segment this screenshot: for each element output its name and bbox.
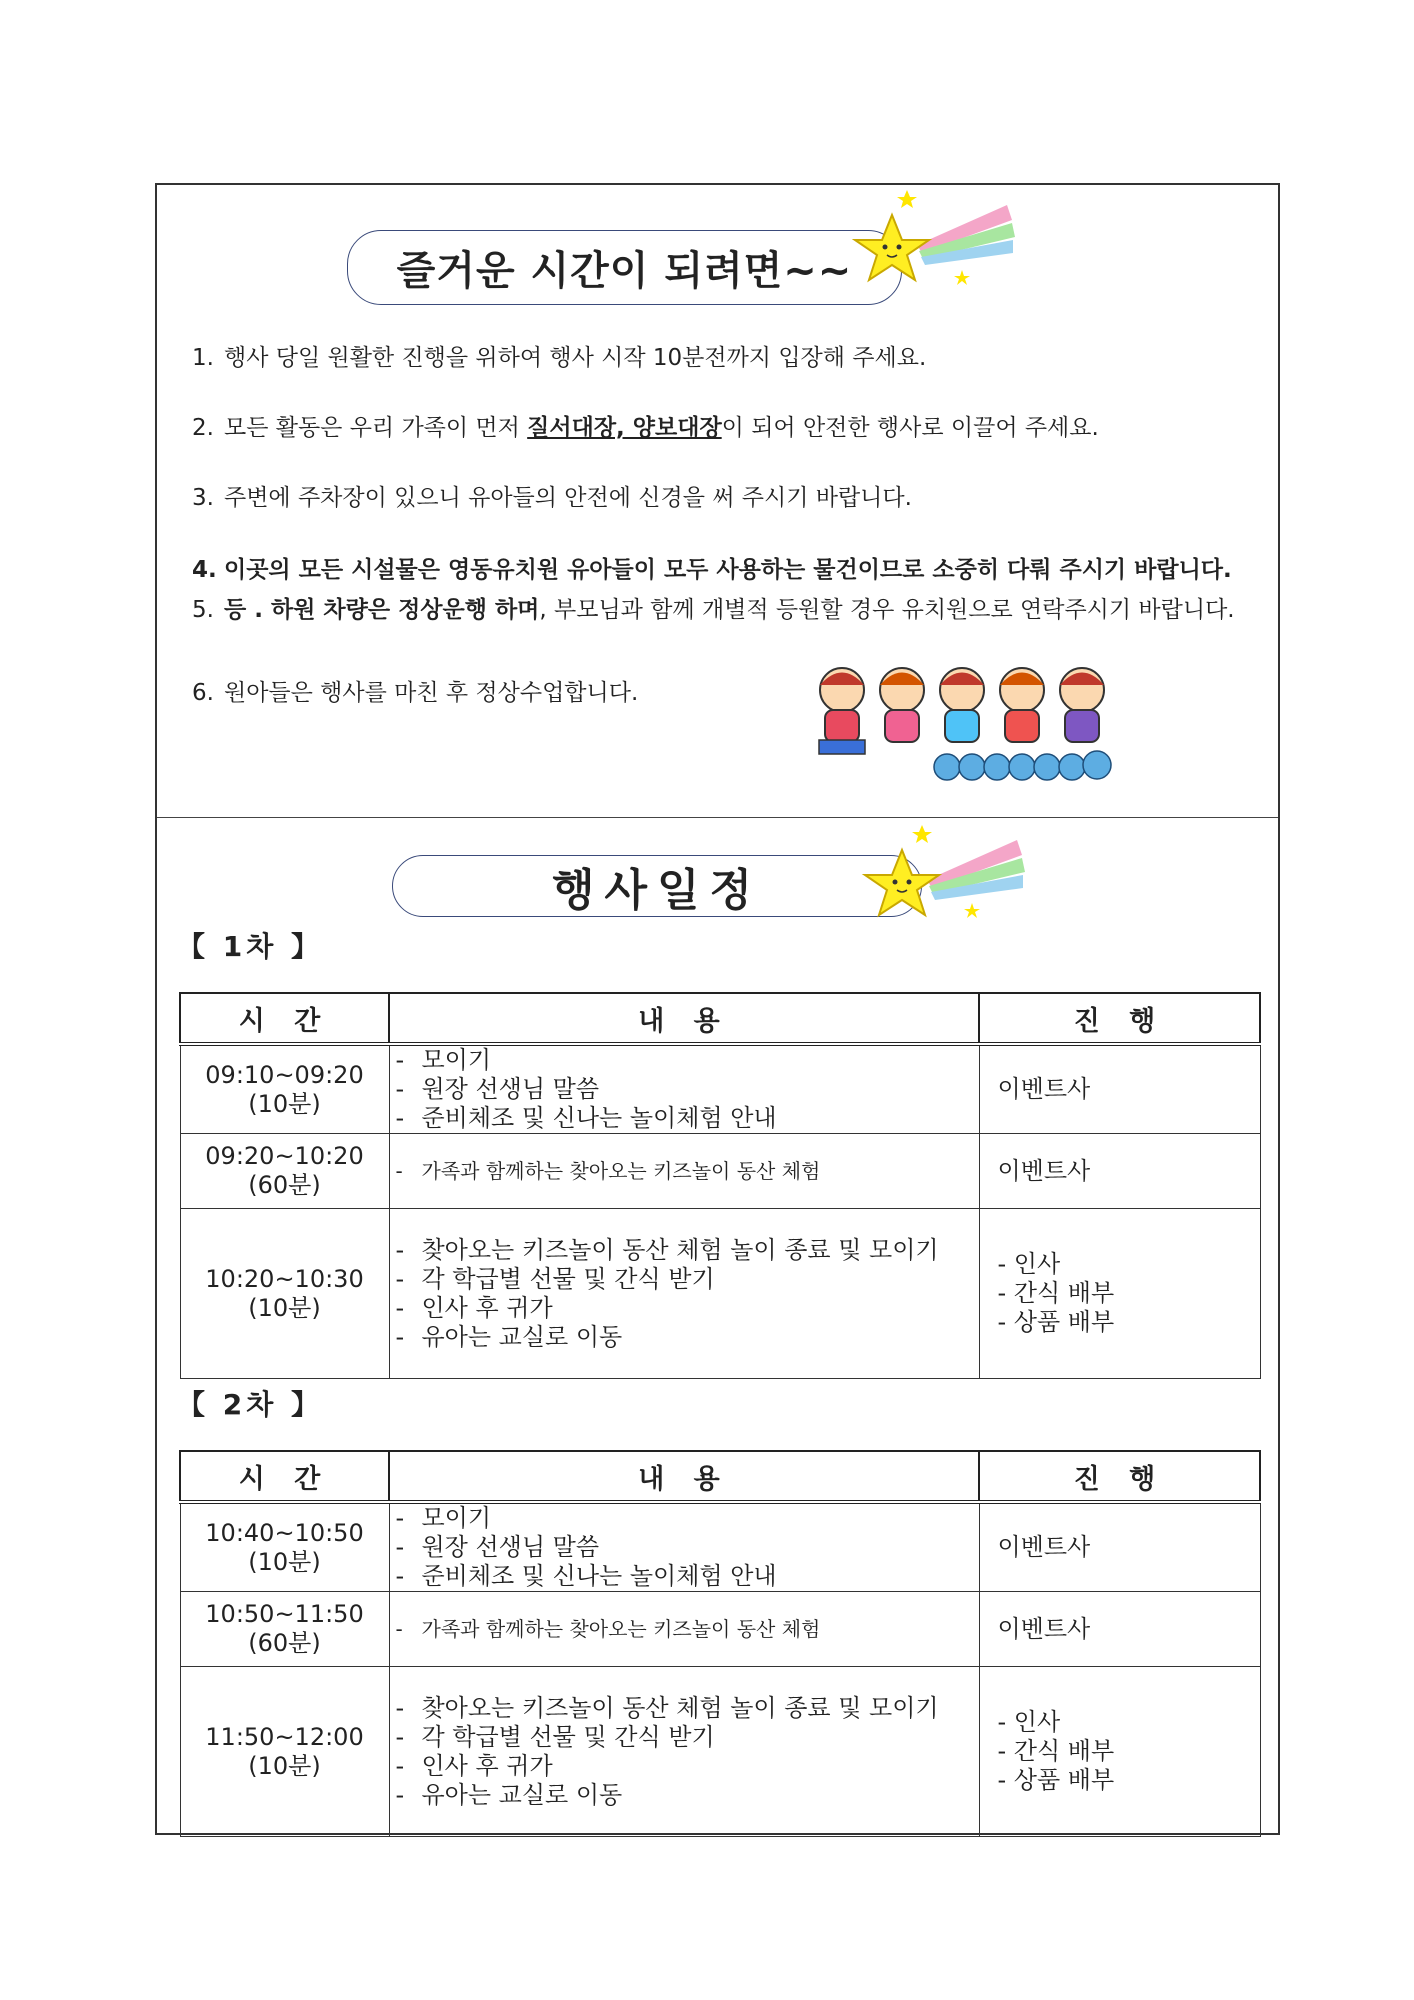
content-cell: - 모이기 - 원장 선생님 말씀 - 준비체조 및 신나는 놀이체험 안내 (389, 1044, 979, 1134)
notice-item: 4. 이곳의 모든 시설물은 영동유치원 유아들이 모두 사용하는 물건이므로 소중히 다뤄 주시기 바랍니다. (192, 557, 1232, 583)
content-cell: - 모이기 - 원장 선생님 말씀 - 준비체조 및 신나는 놀이체험 안내 (389, 1502, 979, 1592)
notice-title: 즐거운 시간이 되려면~~ (396, 248, 853, 294)
children-illustration (797, 655, 1127, 785)
time-cell: 09:20~10:20 (60분) (180, 1134, 389, 1209)
header-progress: 진 행 (979, 993, 1260, 1044)
notice-item: 6. 원아들은 행사를 마친 후 정상수업합니다. (192, 680, 639, 706)
table-row (180, 1209, 1260, 1379)
progress-cell: 이벤트사 (979, 1134, 1260, 1209)
time-cell: 09:10~09:20 (10분) (180, 1044, 389, 1134)
table-row (180, 1134, 1260, 1209)
table-row (180, 1667, 1260, 1837)
page-frame (155, 183, 1280, 1835)
content-cell: - 찾아오는 키즈놀이 동산 체험 놀이 종료 및 모이기 - 각 학급별 선물 및 간식 받기 - 인사 후 귀가 - 유아는 교실로 이동 (389, 1209, 979, 1379)
schedule-title-banner (392, 855, 922, 917)
round-1-table (179, 992, 1261, 1379)
round-1-label: 【 1차 】 (177, 930, 324, 963)
round-2-table (179, 1450, 1261, 1837)
table-row (180, 1044, 1260, 1134)
schedule-title: 행사일정 (551, 865, 762, 916)
time-cell: 10:40~10:50 (10분) (180, 1502, 389, 1592)
table-header-row (180, 1451, 1260, 1502)
progress-cell: - 인사 - 간식 배부 - 상품 배부 (979, 1209, 1260, 1379)
round-2-label: 【 2차 】 (177, 1388, 324, 1421)
notice-item: 1. 행사 당일 원활한 진행을 위하여 행사 시작 10분전까지 입장해 주세요. (192, 345, 927, 371)
header-time: 시 간 (180, 993, 389, 1044)
content-cell: - 찾아오는 키즈놀이 동산 체험 놀이 종료 및 모이기 - 각 학급별 선물 및 간식 받기 - 인사 후 귀가 - 유아는 교실로 이동 (389, 1667, 979, 1837)
notice-title-banner (347, 230, 902, 305)
notice-item: 2. 모든 활동은 우리 가족이 먼저 질서대장, 양보대장이 되어 안전한 행사로 이끌어 주세요. (192, 415, 1099, 441)
time-cell: 10:20~10:30 (10분) (180, 1209, 389, 1379)
header-progress: 진 행 (979, 1451, 1260, 1502)
time-cell: 10:50~11:50 (60분) (180, 1592, 389, 1667)
header-content: 내 용 (389, 993, 979, 1044)
table-row (180, 1502, 1260, 1592)
notice-item: 3. 주변에 주차장이 있으니 유아들의 안전에 신경을 써 주시기 바랍니다. (192, 485, 912, 511)
table-row (180, 1592, 1260, 1667)
header-content: 내 용 (389, 1451, 979, 1502)
progress-cell: 이벤트사 (979, 1044, 1260, 1134)
progress-cell: 이벤트사 (979, 1502, 1260, 1592)
progress-cell: - 인사 - 간식 배부 - 상품 배부 (979, 1667, 1260, 1837)
progress-cell: 이벤트사 (979, 1592, 1260, 1667)
time-cell: 11:50~12:00 (10분) (180, 1667, 389, 1837)
section-divider (157, 817, 1278, 818)
content-cell: - 가족과 함께하는 찾아오는 키즈놀이 동산 체험 (389, 1592, 979, 1667)
content-cell: - 가족과 함께하는 찾아오는 키즈놀이 동산 체험 (389, 1134, 979, 1209)
shooting-star-icon (857, 825, 1027, 935)
table-header-row (180, 993, 1260, 1044)
header-time: 시 간 (180, 1451, 389, 1502)
notice-item: 5. 등 . 하원 차량은 정상운행 하며, 부모님과 함께 개별적 등원할 경우 유치원으로 연락주시기 바랍니다. (192, 597, 1235, 623)
shooting-star-icon (847, 185, 1017, 305)
